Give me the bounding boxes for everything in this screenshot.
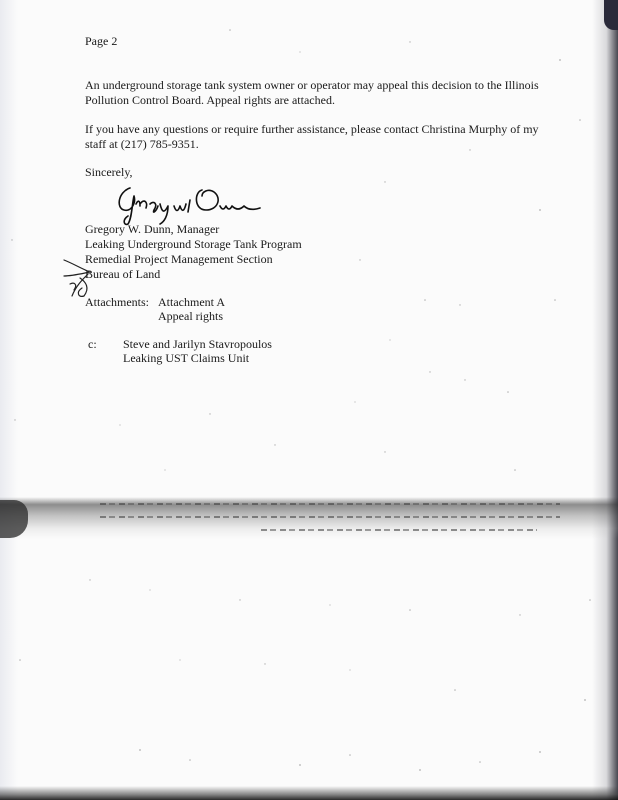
contact-line-2: staff at (217) 785-9351. bbox=[85, 137, 199, 151]
attachment-item-1: Attachment A bbox=[158, 295, 225, 309]
handwritten-mark bbox=[60, 256, 100, 300]
cc-recipient-2: Leaking UST Claims Unit bbox=[123, 351, 250, 365]
scan-corner-shadow bbox=[604, 0, 618, 30]
scan-right-edge bbox=[592, 0, 618, 800]
signer-block bbox=[85, 222, 302, 282]
page-number: Page 2 bbox=[85, 34, 118, 48]
cc-recipient-1: Steve and Jarilyn Stavropoulos bbox=[123, 337, 272, 351]
bleed-through-text bbox=[100, 503, 560, 543]
cc-label: c: bbox=[88, 337, 97, 351]
signer-program: Leaking Underground Storage Tank Program bbox=[85, 237, 302, 251]
appeal-line-2: Pollution Control Board. Appeal rights are attached. bbox=[85, 93, 335, 107]
scan-left-edge bbox=[0, 0, 18, 800]
contact-line-1: If you have any questions or require further assistance, please contact Christina Murphy of my bbox=[85, 122, 539, 136]
signer-section: Remedial Project Management Section bbox=[85, 252, 273, 266]
scan-bottom-edge bbox=[0, 786, 618, 800]
contact-paragraph bbox=[85, 122, 539, 152]
attachment-item-2: Appeal rights bbox=[158, 309, 223, 323]
attachments-label: Attachments: bbox=[85, 295, 149, 309]
appeal-line-1: An underground storage tank system owner or operator may appeal this decision to the Illinois bbox=[85, 78, 539, 92]
handwritten-signature bbox=[110, 182, 270, 226]
appeal-paragraph bbox=[85, 78, 539, 108]
signer-bureau: Bureau of Land bbox=[85, 267, 161, 281]
closing-salutation: Sincerely, bbox=[85, 165, 133, 179]
signer-name: Gregory W. Dunn, Manager bbox=[85, 222, 220, 236]
